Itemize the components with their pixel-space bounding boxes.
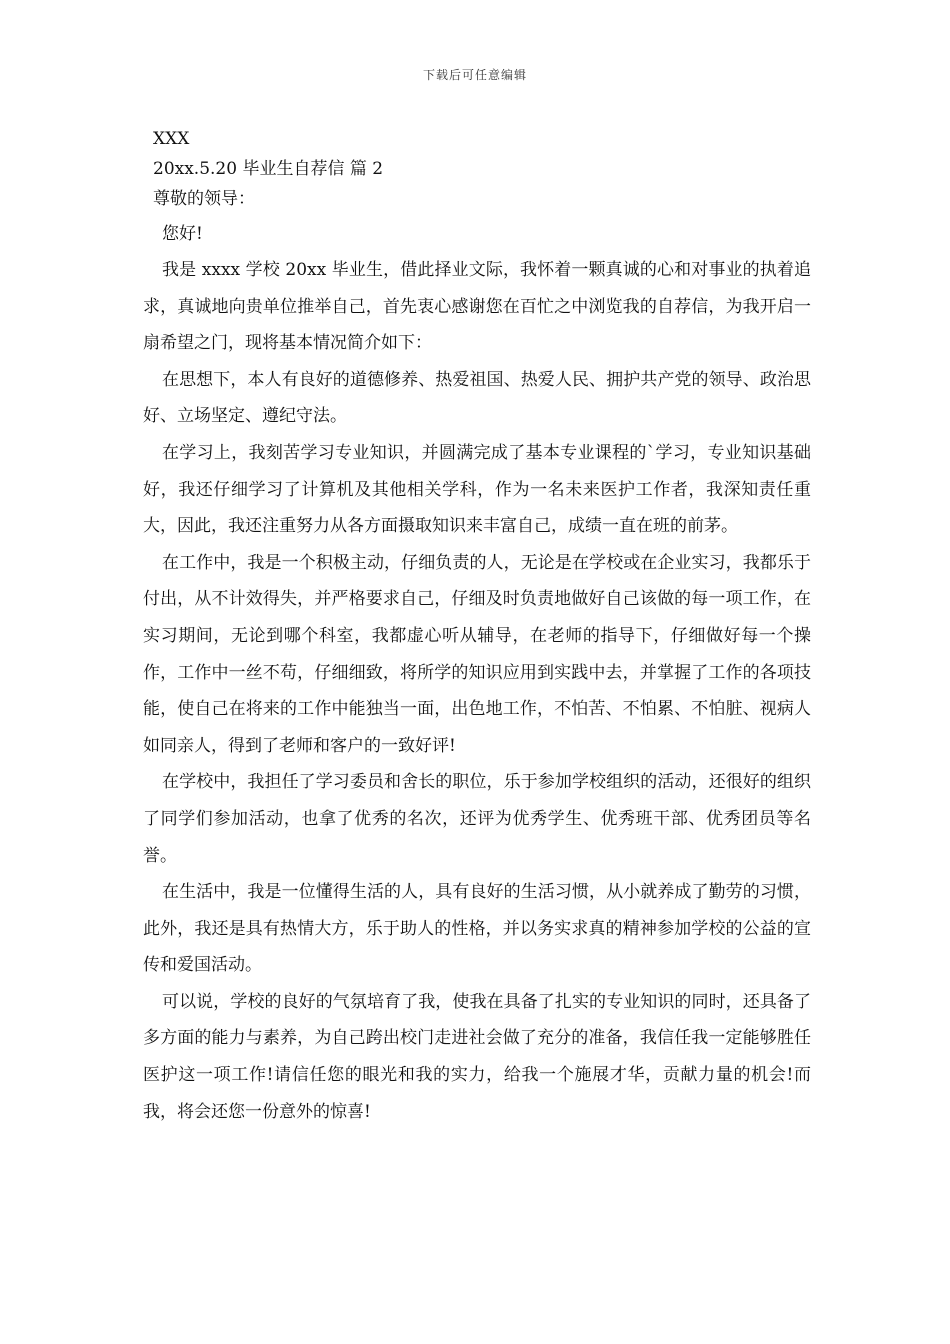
- paragraph-school: 在学校中，我担任了学习委员和舍长的职位，乐于参加学校组织的活动，还很好的组织了同学们参加活动，也拿了优秀的名次，还评为优秀学生、优秀班干部、优秀团员等名誉。: [143, 772, 811, 866]
- greeting: 您好!: [162, 224, 203, 244]
- paragraph-ideology: 在思想下，本人有良好的道德修养、热爱祖国、热爱人民、拥护共产党的领导、政治思好、立场坚定、遵纪守法。: [143, 369, 811, 427]
- date-line: 20xx.5.20 毕业生自荐信 篇 2: [153, 159, 384, 179]
- salutation: 尊敬的领导：: [153, 189, 255, 209]
- paragraph-study: 在学习上，我刻苦学习专业知识，并圆满完成了基本专业课程的`学习，专业知识基础好，我还仔细学习了计算机及其他相关学科，作为一名未来医护工作者，我深知责任重大，因此，我还注重努力从各方面摄取知识来丰富自己，成绩一直在班的前茅。: [143, 442, 811, 537]
- signature: XXX: [153, 129, 190, 149]
- letter-body: [143, 124, 811, 1130]
- paragraph-life: 在生活中，我是一位懂得生活的人，具有良好的生活习惯，从小就养成了勤劳的习惯，此外，我还是具有热情大方，乐于助人的性格，并以务实求真的精神参加学校的公益的宣传和爱国活动。: [143, 882, 811, 976]
- header-note: 下载后可任意编辑: [422, 68, 527, 82]
- paragraph-closing: 可以说，学校的良好的气氛培育了我，使我在具备了扎实的专业知识的同时，还具备了多方面的能力与素养，为自己跨出校门走进社会做了充分的准备，我信任我一定能够胜任医护这一项工作!请信任您的眼光和我的实力，给我一个施展才华，贡献力量的机会!而我，将会还您一份意外的惊喜!: [143, 991, 811, 1122]
- paragraph-work: 在工作中，我是一个积极主动，仔细负责的人，无论是在学校或在企业实习，我都乐于付出，从不计效得失，并严格要求自己，仔细及时负责地做好自己该做的每一项工作，在实习期间，无论到哪个科室，我都虚心听从辅导，在老师的指导下，仔细做好每一个操作，工作中一丝不苟，仔细细致，将所学的知识应用到实践中去，并掌握了工作的各项技能，使自己在将来的工作中能独当一面，出色地工作，不怕苦、不怕累、不怕脏、视病人如同亲人，得到了老师和客户的一致好评!: [143, 552, 811, 756]
- paragraph-intro: 我是 xxxx 学校 20xx 毕业生，借此择业文际，我怀着一颗真诚的心和对事业的执着追求，真诚地向贵单位推举自己，首先衷心感谢您在百忙之中浏览我的自荐信，为我开启一扇希望之门，现将基本情况简介如下：: [143, 260, 811, 354]
